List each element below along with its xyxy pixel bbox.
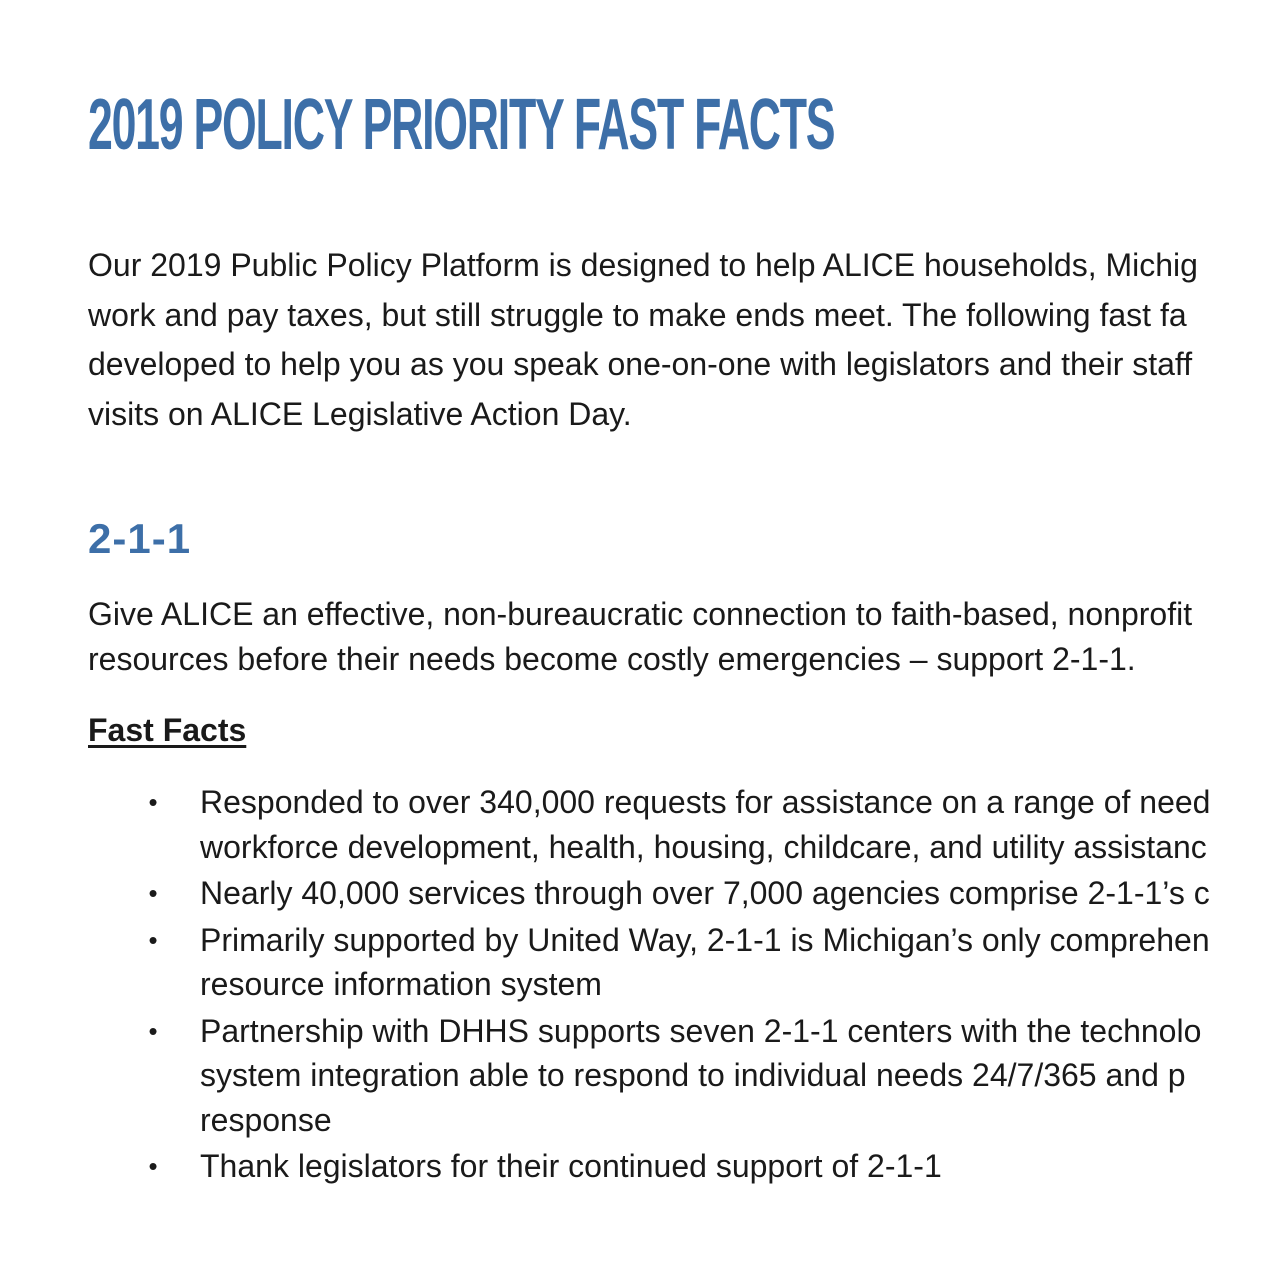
section-description bbox=[88, 592, 1274, 682]
list-item-line: Nearly 40,000 services through over 7,000 agencies comprise 2-1-1’s c bbox=[200, 875, 1210, 911]
list-item-line: Thank legislators for their continued support of 2-1-1 bbox=[200, 1148, 942, 1184]
list-item-line: response bbox=[200, 1101, 332, 1138]
list-item bbox=[0, 1009, 1274, 1143]
intro-paragraph bbox=[88, 241, 1274, 439]
section-heading-211: 2-1-1 bbox=[88, 515, 192, 562]
intro-line: Our 2019 Public Policy Platform is designed to help ALICE households, Michig bbox=[88, 247, 1198, 283]
section-description-line: resources before their needs become costly emergencies – support 2-1-1. bbox=[88, 641, 1136, 677]
page-title: 2019 POLICY PRIORITY FAST FACTS bbox=[88, 85, 835, 165]
bullet-icon: • bbox=[148, 1015, 158, 1046]
list-item-line: Primarily supported by United Way, 2-1-1 is Michigan’s only comprehen bbox=[200, 921, 1210, 958]
list-item-line: workforce development, health, housing, childcare, and utility assistanc bbox=[200, 828, 1207, 865]
section-description-line: Give ALICE an effective, non-bureaucratic connection to faith-based, nonprofit bbox=[88, 596, 1193, 632]
intro-line: visits on ALICE Legislative Action Day. bbox=[88, 395, 632, 432]
fast-facts-subheading: Fast Facts bbox=[88, 712, 247, 748]
intro-line: work and pay taxes, but still struggle to make ends meet. The following fast fa bbox=[88, 296, 1187, 333]
bullet-icon: • bbox=[148, 1151, 158, 1181]
list-item-line: Responded to over 340,000 requests for assistance on a range of need bbox=[200, 784, 1211, 820]
bullet-icon: • bbox=[148, 787, 158, 817]
list-item-line: Partnership with DHHS supports seven 2-1-1 centers with the technolo bbox=[200, 1012, 1202, 1049]
list-item-line: resource information system bbox=[200, 966, 602, 1002]
bullet-icon: • bbox=[148, 924, 158, 955]
bullet-icon: • bbox=[148, 878, 158, 908]
list-item bbox=[0, 918, 1274, 1007]
intro-line: developed to help you as you speak one-on-one with legislators and their staff bbox=[88, 346, 1193, 382]
list-item bbox=[0, 780, 1274, 869]
list-item-line: system integration able to respond to individual needs 24/7/365 and p bbox=[200, 1057, 1186, 1093]
fast-facts-list bbox=[0, 780, 1274, 1191]
list-item bbox=[0, 871, 1274, 916]
list-item bbox=[0, 1144, 1274, 1189]
